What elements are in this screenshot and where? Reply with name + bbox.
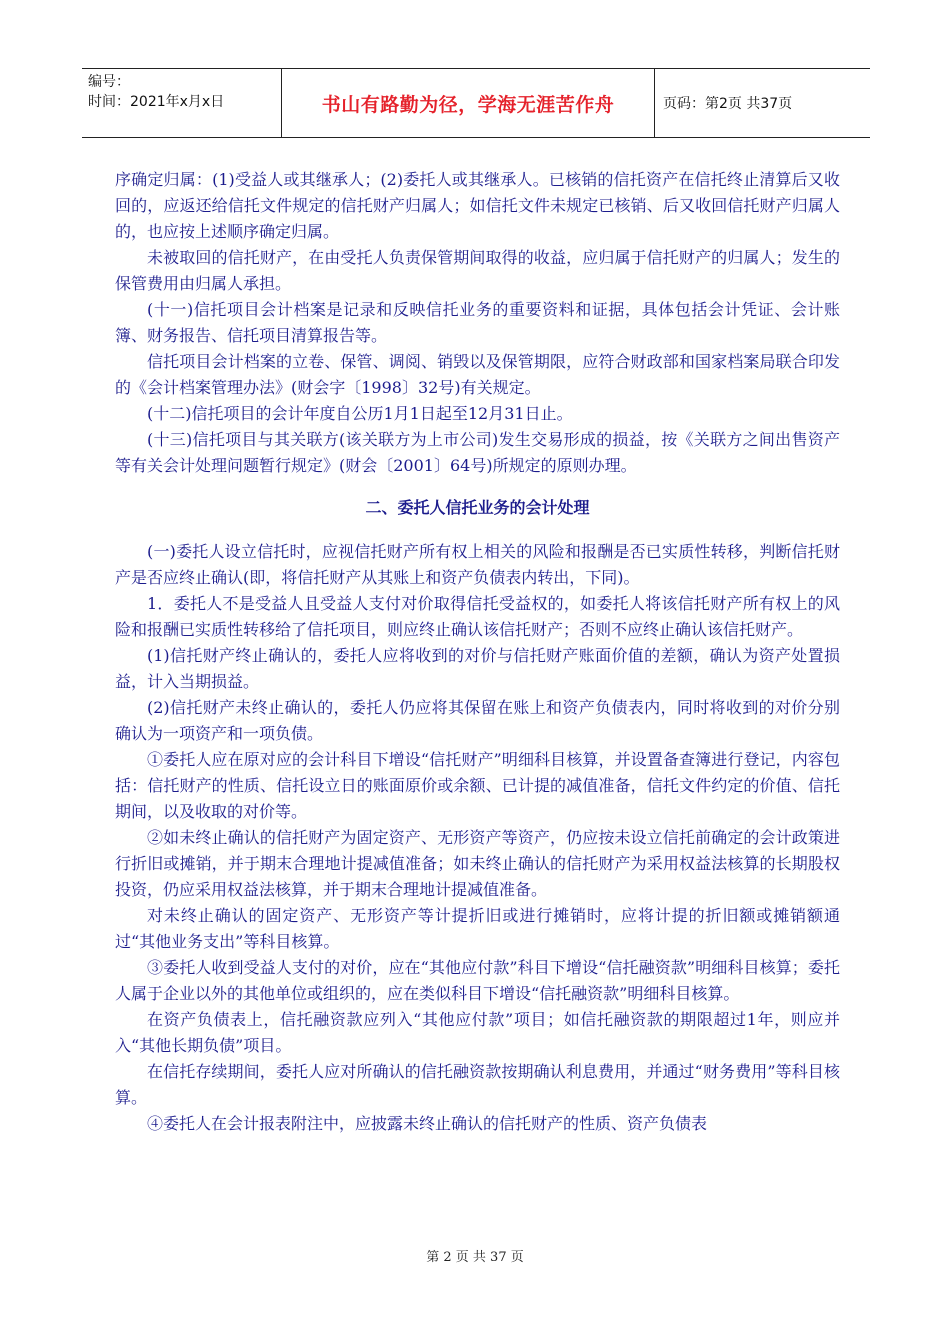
paragraph: (十二)信托项目的会计年度自公历1月1日起至12月31日止。 [147,404,573,423]
page-header [82,68,870,138]
document-number-label: 编号： [88,74,130,90]
paragraph: 在信托存续期间，委托人应对所确认的信托融资款按期确认利息费用，并通过“财务费用”等科目核算。 [115,1062,840,1107]
document-time-label: 时间：2021年x月x日 [88,94,225,110]
paragraph: 信托项目会计档案的立卷、保管、调阅、销毁以及保管期限，应符合财政部和国家档案局联合印发的《会计档案管理办法》(财会字〔1998〕32号)有关规定。 [115,352,840,397]
header-meta [82,69,282,137]
paragraph: ③委托人收到受益人支付的对价，应在“其他应付款”科目下增设“信托融资款”明细科目核算；委托人属于企业以外的其他单位或组织的，应在类似科目下增设“信托融资款”明细科目核算。 [115,958,840,1003]
paragraph: ②如未终止确认的信托财产为固定资产、无形资产等资产，仍应按未设立信托前确定的会计政策进行折旧或摊销，并于期末合理地计提减值准备；如未终止确认的信托财产为采用权益法核算的长期股权投资，仍应采用权益法核算，并于期末合理地计提减值准备。 [115,828,840,899]
page-footer: 第 2 页 共 37 页 [426,1250,524,1265]
header-motto: 书山有路勤为径，学海无涯苦作舟 [282,69,655,137]
paragraph: (2)信托财产未终止确认的，委托人仍应将其保留在账上和资产负债表内，同时将收到的对价分别确认为一项资产和一项负债。 [115,698,840,743]
paragraph: ①委托人应在原对应的会计科目下增设“信托财产”明细科目核算，并设置备查簿进行登记，内容包括：信托财产的性质、信托设立日的账面原价或余额、已计提的减值准备，信托文件约定的价值、信托期间，以及收取的对价等。 [115,750,840,821]
paragraph: (十一)信托项目会计档案是记录和反映信托业务的重要资料和证据，具体包括会计凭证、会计账簿、财务报告、信托项目清算报告等。 [115,300,840,345]
section-heading: 二、委托人信托业务的会计处理 [365,498,590,517]
paragraph: 未被取回的信托财产，在由受托人负责保管期间取得的收益，应归属于信托财产的归属人；发生的保管费用由归属人承担。 [115,248,840,293]
paragraph: 序确定归属：(1)受益人或其继承人；(2)委托人或其继承人。已核销的信托资产在信托终止清算后又收回的，应返还给信托文件规定的信托财产归属人；如信托文件未规定已核销、后又收回信托财产归属人的，也应按上述顺序确定归属。 [115,170,840,241]
paragraph: ④委托人在会计报表附注中，应披露未终止确认的信托财产的性质、资产负债表 [147,1114,708,1133]
paragraph: 在资产负债表上，信托融资款应列入“其他应付款”项目；如信托融资款的期限超过1年，则应并入“其他长期负债”项目。 [115,1010,840,1055]
paragraph: (一)委托人设立信托时，应视信托财产所有权上相关的风险和报酬是否已实质性转移，判断信托财产是否应终止确认(即，将信托财产从其账上和资产负债表内转出，下同)。 [115,542,840,587]
paragraph: 对未终止确认的固定资产、无形资产等计提折旧或进行摊销时，应将计提的折旧额或摊销额通过“其他业务支出”等科目核算。 [115,906,840,951]
paragraph: (十三)信托项目与其关联方(该关联方为上市公司)发生交易形成的损益，按《关联方之间出售资产等有关会计处理问题暂行规定》(财会〔2001〕64号)所规定的原则办理。 [115,430,840,475]
paragraph: (1)信托财产终止确认的，委托人应将收到的对价与信托财产账面价值的差额，确认为资产处置损益，计入当期损益。 [115,646,840,691]
paragraph: 1．委托人不是受益人且受益人支付对价取得信托受益权的，如委托人将该信托财产所有权上的风险和报酬已实质性转移给了信托项目，则应终止确认该信托财产；否则不应终止确认该信托财产。 [115,594,840,639]
header-page-number: 页码：第2页 共37页 [663,96,793,112]
document-body [115,167,840,1137]
